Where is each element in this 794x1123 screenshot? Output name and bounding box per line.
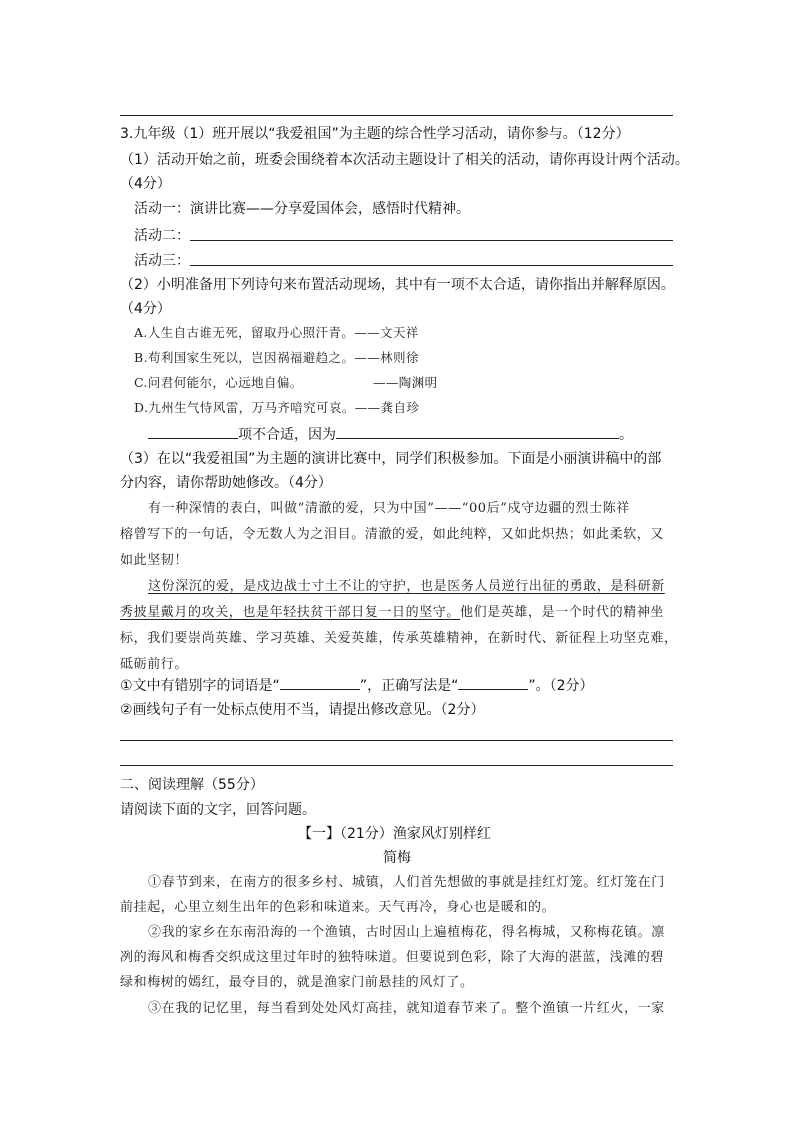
speech-para1-line2: 榕曾写下的一句话，令无数人为之泪目。清澈的爱，如此纯粹，又如此炽热；如此柔软，又 [120, 527, 665, 542]
speech-para2-line2 [120, 600, 664, 626]
activity-3-answer-line[interactable] [190, 265, 673, 266]
speech-para2-tail: 他们是英雄，是一个时代的精神坐 [460, 605, 665, 620]
question-3-title: 3.九年级（1）班开展以“我爱祖国”为主题的综合性学习活动，请你参与。（12分） [120, 126, 630, 142]
part3-prompt: （3）在以“我爱祖国”为主题的演讲比赛中，同学们积极参加。下面是小丽演讲稿中的部 [120, 451, 662, 467]
article-line-2: 前挂起，心里立刻生出年的色彩和味道来。天气再冷，身心也是暖和的。 [120, 900, 556, 915]
speech-para1-line3: 如此坚韧！ [120, 553, 189, 568]
part3-prompt-cont: 分内容，请你帮助她修改。（4分） [120, 475, 332, 491]
speech-para1-line1: 有一种深情的表白，叫做“清澈的爱，只为中国”——“00后”戍守边疆的烈士陈祥 [148, 501, 630, 516]
section-2-instruction: 请阅读下面的文字，回答问题。 [120, 802, 316, 818]
article-line-6: ③在我的记忆里，每当看到处处风灯高挂，就知道春节来了。整个渔镇一片红火，一家 [148, 1001, 665, 1016]
activity-3-label: 活动三： [134, 253, 190, 269]
subq1-text-b: ”，正确写法是“ [359, 678, 459, 694]
speech-para2-line1 [148, 574, 665, 600]
top-rule [120, 115, 673, 116]
option-answer-blank[interactable] [148, 424, 238, 439]
subquestion-2-answer-line-1[interactable] [120, 740, 673, 741]
subq1-text-c: ”。（2分） [528, 678, 594, 694]
subquestion-2-answer-line-2[interactable] [120, 765, 673, 766]
article-line-1: ①春节到来，在南方的很多乡村、城镇，人们首先想做的事就是挂红灯笼。红灯笼在门 [148, 875, 665, 890]
part1-score: （4分） [120, 176, 171, 192]
part2-score: （4分） [120, 301, 171, 317]
option-c-author: ——陶渊明 [373, 375, 438, 390]
underlined-sentence-part1: 这份深沉的爱，是戍边战士寸土不让的守护，也是医务人员逆行出征的勇敢，是科研新 [148, 579, 665, 594]
speech-para2-line3: 标，我们要崇尚英雄、学习英雄、关爱英雄，传承英雄精神，在新时代、新征程上功坚克难， [120, 631, 678, 646]
answer-end-text: 。 [619, 427, 633, 443]
activity-2-answer-line[interactable] [190, 240, 673, 241]
activity-2-label: 活动二： [134, 228, 190, 244]
option-a: A.人生自古谁无死，留取丹心照汗青。——文天祥 [134, 325, 419, 340]
reason-answer-blank[interactable] [336, 424, 619, 439]
underlined-sentence-part2: 秀披星戴月的攻关，也是年轻扶贫干部日复一日的坚守。 [120, 605, 461, 620]
correct-word-blank[interactable] [458, 675, 528, 690]
option-c: C.问君何能尔，心远地自偏。 [134, 375, 303, 390]
answer-mid-text: 项不合适，因为 [238, 427, 336, 443]
part2-prompt: （2）小明准备用下列诗句来布置活动现场，其中有一项不太合适，请你指出并解释原因。 [120, 277, 675, 293]
option-d: D.九州生气恃风雷，万马齐喑究可哀。——龚自珍 [134, 400, 420, 415]
subq1-text-a: ①文中有错别字的词语是“ [120, 678, 280, 694]
article-line-4: 冽的海风和梅香交织成这里过年时的独特味道。但要说到色彩，除了大海的湛蓝，浅滩的碧 [120, 950, 665, 965]
speech-para2-line4: 砥砺前行。 [120, 657, 189, 672]
subquestion-2: ②画线句子有一处标点使用不当，请提出修改意见。（2分） [120, 702, 485, 718]
article-line-5: 绿和梅树的嫣红，最夺目的，就是渔家门前悬挂的风灯了。 [120, 975, 474, 990]
article-author: 简梅 [383, 850, 411, 866]
activity-1: 活动一：演讲比赛——分享爱国体会，感悟时代精神。 [134, 201, 470, 217]
section-2-title: 二、阅读理解（55分） [120, 777, 264, 793]
article-line-3: ②我的家乡在东南沿海的一个渔镇，古时因山上遍植梅花，得名梅城，又称梅花镇。凛 [148, 925, 665, 940]
wrong-word-blank[interactable] [280, 675, 360, 690]
part1-prompt: （1）活动开始之前，班委会围绕着本次活动主题设计了相关的活动，请你再设计两个活动。 [120, 152, 689, 168]
article-title: 【一】（21分）渔家风灯别样红 [298, 826, 491, 842]
subquestion-1 [120, 675, 594, 696]
part2-answer-row [148, 424, 633, 445]
option-b: B.苟利国家生死以，岂因祸福避趋之。——林则徐 [134, 350, 419, 365]
